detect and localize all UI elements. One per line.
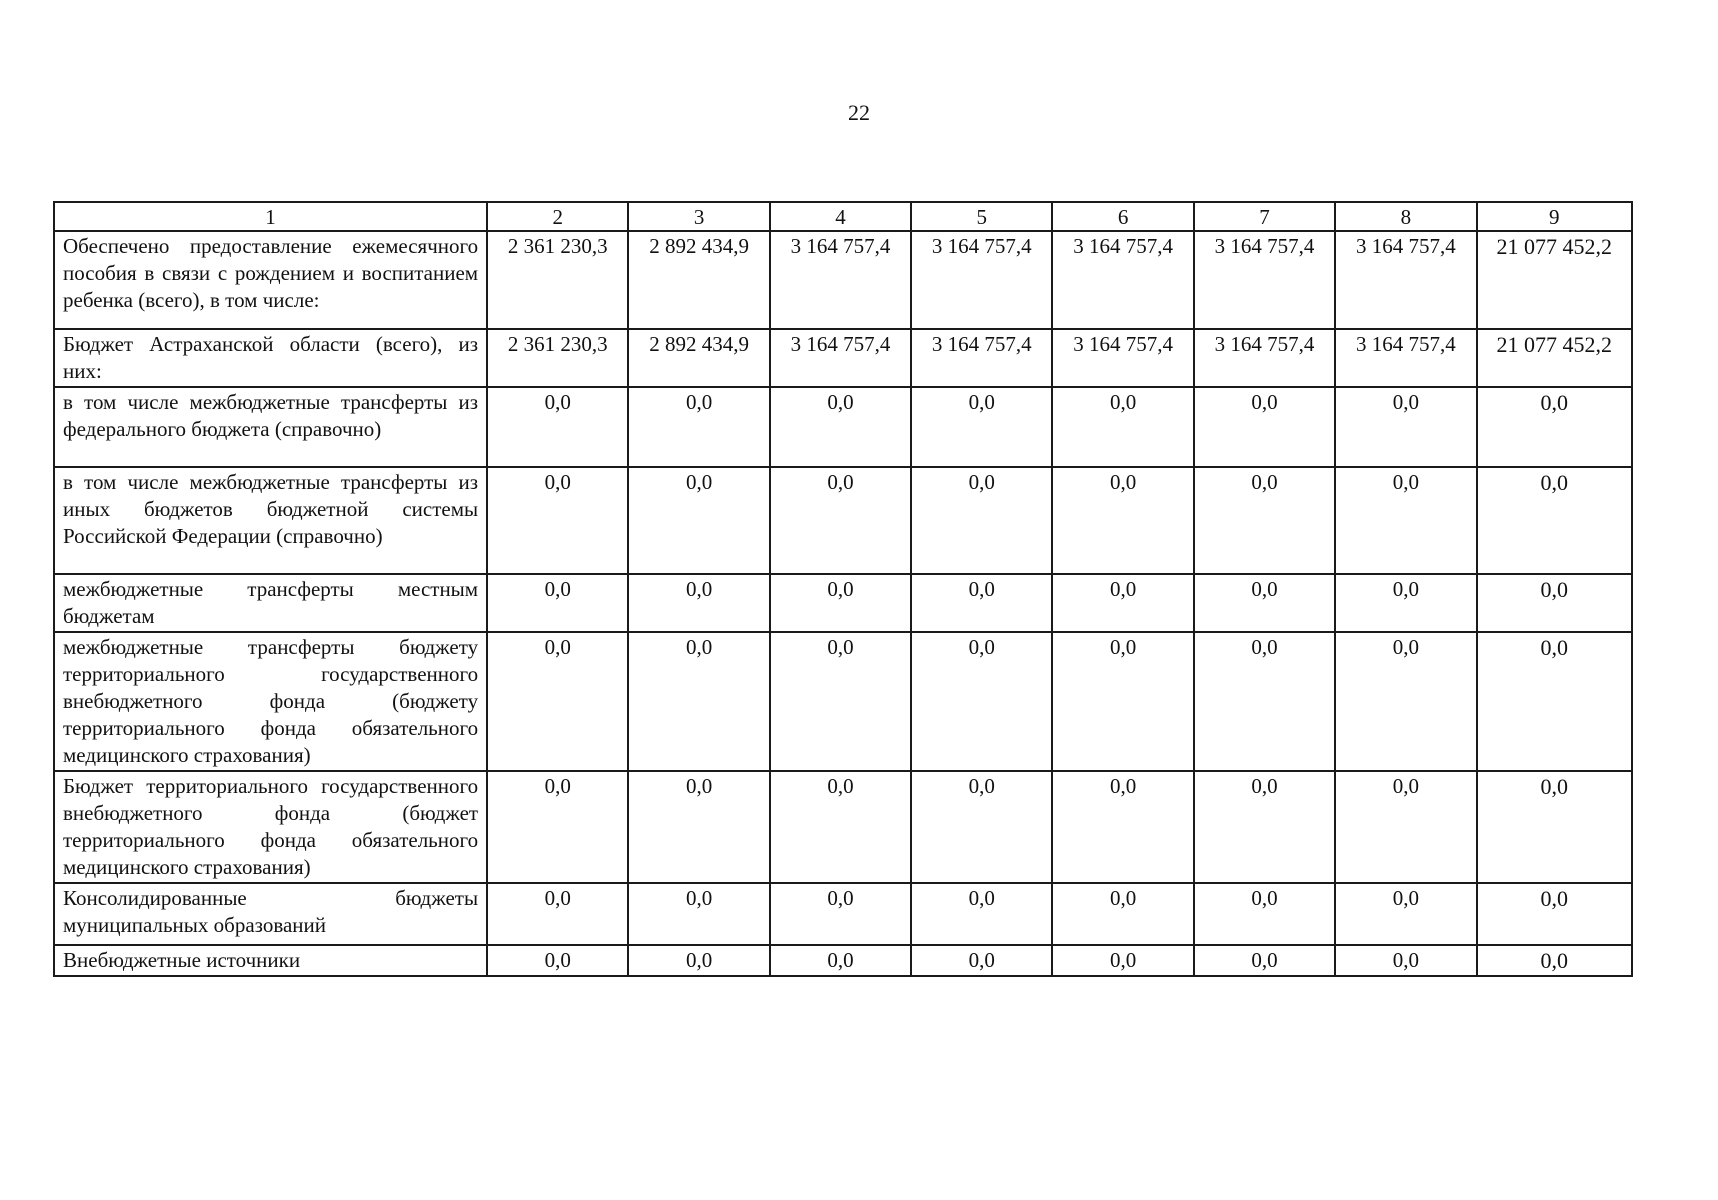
- column-number: 2: [487, 202, 628, 231]
- total-cell: 0,0: [1477, 467, 1633, 574]
- row-label: в том числе межбюджетные трансферты из федерального бюджета (справочно): [54, 387, 487, 467]
- value-cell: 0,0: [1335, 387, 1476, 467]
- value-cell: 0,0: [1335, 467, 1476, 574]
- value-cell: 0,0: [487, 632, 628, 771]
- table-row: [54, 387, 1632, 467]
- value-cell: 3 164 757,4: [1052, 329, 1193, 387]
- column-number: 4: [770, 202, 911, 231]
- table-row: [54, 231, 1632, 329]
- value-cell: 0,0: [770, 883, 911, 945]
- table-row: [54, 771, 1632, 883]
- value-cell: 0,0: [1194, 387, 1335, 467]
- value-cell: 0,0: [487, 945, 628, 976]
- value-cell: 3 164 757,4: [770, 231, 911, 329]
- value-cell: 0,0: [1194, 632, 1335, 771]
- total-cell: 0,0: [1477, 574, 1633, 632]
- total-cell: 0,0: [1477, 387, 1633, 467]
- value-cell: 0,0: [770, 574, 911, 632]
- value-cell: 0,0: [1052, 945, 1193, 976]
- value-cell: 0,0: [770, 771, 911, 883]
- column-number: 8: [1335, 202, 1476, 231]
- value-cell: 0,0: [911, 632, 1052, 771]
- value-cell: 0,0: [1194, 945, 1335, 976]
- column-number: 6: [1052, 202, 1193, 231]
- value-cell: 2 892 434,9: [628, 231, 769, 329]
- value-cell: 0,0: [1052, 467, 1193, 574]
- value-cell: 0,0: [487, 574, 628, 632]
- value-cell: 0,0: [1052, 771, 1193, 883]
- table-row: [54, 467, 1632, 574]
- total-cell: 0,0: [1477, 945, 1633, 976]
- value-cell: 0,0: [911, 883, 1052, 945]
- row-label: Консолидированные бюджеты муниципальных образований: [54, 883, 487, 945]
- total-cell: 0,0: [1477, 771, 1633, 883]
- value-cell: 0,0: [487, 883, 628, 945]
- row-label: в том числе межбюджетные трансферты из иных бюджетов бюджетной системы Российской Федерации (справочно): [54, 467, 487, 574]
- column-number: 1: [54, 202, 487, 231]
- value-cell: 0,0: [487, 467, 628, 574]
- column-number-row: [54, 202, 1632, 231]
- value-cell: 0,0: [1194, 467, 1335, 574]
- value-cell: 0,0: [487, 387, 628, 467]
- value-cell: 0,0: [770, 632, 911, 771]
- value-cell: 0,0: [911, 467, 1052, 574]
- value-cell: 3 164 757,4: [1335, 231, 1476, 329]
- value-cell: 0,0: [1052, 574, 1193, 632]
- row-label: Обеспечено предоставление ежемесячного пособия в связи с рождением и воспитанием ребенка (всего), в том числе:: [54, 231, 487, 329]
- total-cell: 21 077 452,2: [1477, 231, 1633, 329]
- value-cell: 0,0: [628, 883, 769, 945]
- budget-table-container: [53, 201, 1633, 977]
- value-cell: 0,0: [911, 387, 1052, 467]
- budget-table: [53, 201, 1633, 977]
- column-number: 7: [1194, 202, 1335, 231]
- value-cell: 3 164 757,4: [1335, 329, 1476, 387]
- page-number: 22: [848, 100, 870, 125]
- value-cell: 2 361 230,3: [487, 231, 628, 329]
- column-number: 5: [911, 202, 1052, 231]
- value-cell: 0,0: [1335, 771, 1476, 883]
- value-cell: 0,0: [770, 945, 911, 976]
- value-cell: 0,0: [628, 387, 769, 467]
- total-cell: 0,0: [1477, 632, 1633, 771]
- value-cell: 3 164 757,4: [1194, 231, 1335, 329]
- value-cell: 0,0: [911, 574, 1052, 632]
- value-cell: 2 361 230,3: [487, 329, 628, 387]
- value-cell: 3 164 757,4: [1194, 329, 1335, 387]
- value-cell: 3 164 757,4: [911, 329, 1052, 387]
- value-cell: 0,0: [628, 574, 769, 632]
- value-cell: 3 164 757,4: [770, 329, 911, 387]
- value-cell: 0,0: [628, 632, 769, 771]
- value-cell: 0,0: [487, 771, 628, 883]
- value-cell: 3 164 757,4: [1052, 231, 1193, 329]
- value-cell: 0,0: [770, 467, 911, 574]
- table-row: [54, 883, 1632, 945]
- row-label: межбюджетные трансферты бюджету территориального государственного внебюджетного фонда (бюджету территориального фонда обязательного медицинского страхования): [54, 632, 487, 771]
- value-cell: 3 164 757,4: [911, 231, 1052, 329]
- row-label: Бюджет Астраханской области (всего), из них:: [54, 329, 487, 387]
- value-cell: 0,0: [1052, 387, 1193, 467]
- value-cell: 0,0: [1335, 945, 1476, 976]
- value-cell: 0,0: [1335, 883, 1476, 945]
- column-number: 3: [628, 202, 769, 231]
- row-label: межбюджетные трансферты местным бюджетам: [54, 574, 487, 632]
- table-row: [54, 574, 1632, 632]
- row-label: Внебюджетные источники: [54, 945, 487, 976]
- total-cell: 0,0: [1477, 883, 1633, 945]
- value-cell: 0,0: [1335, 632, 1476, 771]
- value-cell: 0,0: [1194, 883, 1335, 945]
- table-row: [54, 329, 1632, 387]
- value-cell: 2 892 434,9: [628, 329, 769, 387]
- value-cell: 0,0: [1335, 574, 1476, 632]
- table-row: [54, 945, 1632, 976]
- value-cell: 0,0: [770, 387, 911, 467]
- column-number: 9: [1477, 202, 1633, 231]
- value-cell: 0,0: [911, 945, 1052, 976]
- value-cell: 0,0: [628, 467, 769, 574]
- value-cell: 0,0: [1052, 632, 1193, 771]
- value-cell: 0,0: [1052, 883, 1193, 945]
- value-cell: 0,0: [628, 945, 769, 976]
- value-cell: 0,0: [628, 771, 769, 883]
- total-cell: 21 077 452,2: [1477, 329, 1633, 387]
- value-cell: 0,0: [911, 771, 1052, 883]
- table-row: [54, 632, 1632, 771]
- value-cell: 0,0: [1194, 771, 1335, 883]
- row-label: Бюджет территориального государственного внебюджетного фонда (бюджет территориального фонда обязательного медицинского страхования): [54, 771, 487, 883]
- value-cell: 0,0: [1194, 574, 1335, 632]
